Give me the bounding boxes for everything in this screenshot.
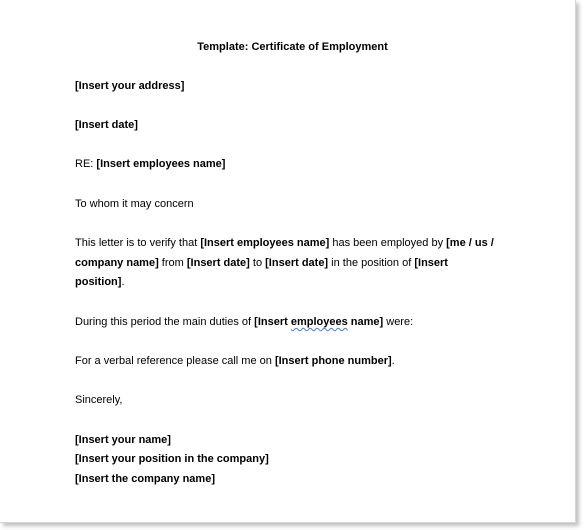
reference-text: . (391, 355, 395, 367)
duties-line (75, 315, 413, 329)
signature-company-placeholder: [Insert the company name] (75, 473, 215, 485)
date-placeholder: [Insert date] (75, 119, 138, 131)
employer-placeholder: [me / us / (446, 237, 494, 249)
duties-placeholder: name] (347, 316, 384, 328)
phone-placeholder: [Insert phone number] (274, 355, 392, 367)
verify-line-1 (75, 236, 494, 250)
signature-name-placeholder: [Insert your name] (75, 434, 171, 446)
reference-text: For a verbal reference please call me on (75, 355, 275, 367)
verify-text: This letter is to verify that (75, 237, 201, 249)
duties-text: were: (383, 316, 414, 328)
end-date-placeholder: [Insert date] (265, 257, 329, 269)
address-placeholder: [Insert your address] (75, 80, 185, 92)
position-placeholder: [Insert (414, 257, 448, 269)
verify-text: in the position of (328, 257, 415, 269)
verify-text: . (121, 276, 125, 288)
reference-line (75, 354, 395, 368)
verify-text: has been employed by (329, 237, 447, 249)
start-date-placeholder: [Insert date] (186, 257, 250, 269)
employer-placeholder: company name] (75, 257, 159, 269)
verify-line-2 (75, 256, 448, 270)
spellcheck-word: employees (290, 316, 348, 328)
verify-text: from (158, 257, 187, 269)
signature-position-placeholder: [Insert your position in the company] (75, 453, 269, 465)
duties-placeholder: [Insert (254, 316, 291, 328)
re-prefix: RE: (75, 158, 97, 170)
employee-name-placeholder: [Insert employees name] (200, 237, 330, 249)
re-name-placeholder: [Insert employees name] (96, 158, 226, 170)
duties-text: During this period the main duties of (75, 316, 255, 328)
verify-text: to (249, 257, 266, 269)
closing: Sincerely, (75, 394, 123, 406)
position-placeholder: position] (75, 276, 122, 288)
verify-line-3 (75, 275, 125, 289)
re-line (75, 157, 225, 171)
salutation: To whom it may concern (75, 198, 194, 210)
document-title: Template: Certificate of Employment (197, 41, 388, 53)
